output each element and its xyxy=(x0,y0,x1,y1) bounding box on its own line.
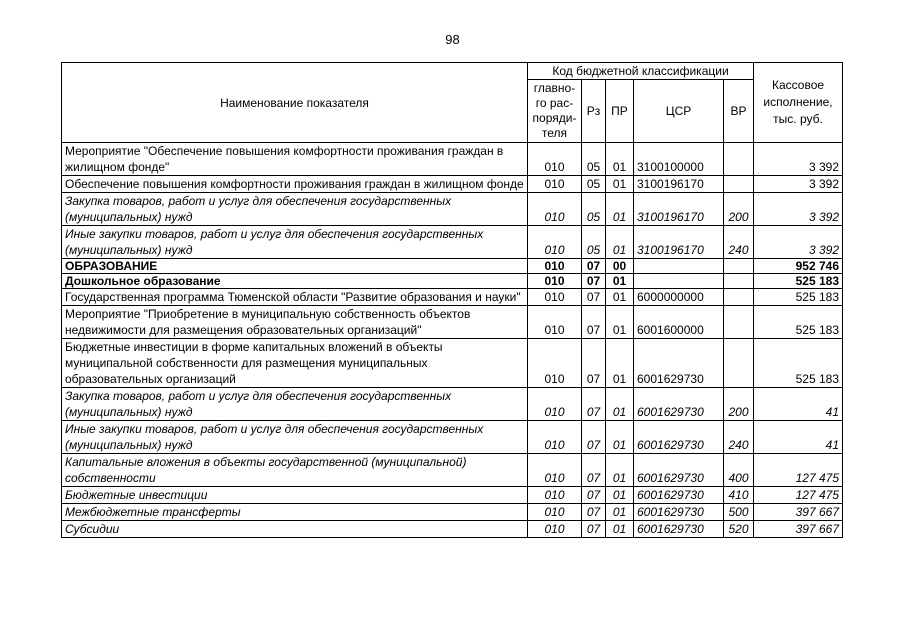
cell-vr xyxy=(724,289,754,306)
cell-name: Закупка товаров, работ и услуг для обеспечения государственных (муниципальных) нужд xyxy=(62,193,528,226)
cell-chief: 010 xyxy=(528,521,582,538)
cell-name: Иные закупки товаров, работ и услуг для обеспечения государственных (муниципальных) нужд xyxy=(62,226,528,259)
table-header xyxy=(62,63,843,143)
cell-vr xyxy=(724,259,754,274)
table-row xyxy=(62,226,843,259)
cell-chief: 010 xyxy=(528,388,582,421)
cell-amount: 952 746 xyxy=(754,259,843,274)
cell-name: Мероприятие "Приобретение в муниципальную собственность объектов недвижимости для размещения образовательных организаций" xyxy=(62,306,528,339)
cell-chief: 010 xyxy=(528,487,582,504)
cell-pr: 01 xyxy=(606,487,634,504)
cell-rz: 07 xyxy=(582,521,606,538)
cell-csr: 6001629730 xyxy=(634,388,724,421)
cell-rz: 07 xyxy=(582,421,606,454)
table-row xyxy=(62,289,843,306)
cell-chief: 010 xyxy=(528,454,582,487)
header-csr: ЦСР xyxy=(634,80,724,143)
cell-csr: 6001629730 xyxy=(634,521,724,538)
cell-csr: 3100100000 xyxy=(634,143,724,176)
cell-rz: 07 xyxy=(582,259,606,274)
cell-amount: 3 392 xyxy=(754,193,843,226)
cell-csr: 3100196170 xyxy=(634,193,724,226)
cell-csr: 3100196170 xyxy=(634,176,724,193)
table-row xyxy=(62,421,843,454)
cell-vr: 240 xyxy=(724,226,754,259)
table-row xyxy=(62,306,843,339)
cell-amount: 3 392 xyxy=(754,226,843,259)
cell-amount: 41 xyxy=(754,421,843,454)
cell-rz: 07 xyxy=(582,306,606,339)
table-row xyxy=(62,259,843,274)
cell-vr: 410 xyxy=(724,487,754,504)
cell-vr xyxy=(724,143,754,176)
table-row xyxy=(62,504,843,521)
cell-amount: 525 183 xyxy=(754,274,843,289)
cell-pr: 01 xyxy=(606,388,634,421)
header-rz: Рз xyxy=(582,80,606,143)
cell-rz: 05 xyxy=(582,193,606,226)
cell-csr: 6001600000 xyxy=(634,306,724,339)
cell-csr: 6001629730 xyxy=(634,421,724,454)
cell-chief: 010 xyxy=(528,226,582,259)
header-pr: ПР xyxy=(606,80,634,143)
cell-chief: 010 xyxy=(528,193,582,226)
cell-rz: 05 xyxy=(582,143,606,176)
cell-vr xyxy=(724,339,754,388)
cell-rz: 05 xyxy=(582,226,606,259)
cell-vr: 520 xyxy=(724,521,754,538)
header-name: Наименование показателя xyxy=(62,63,528,143)
cell-vr: 500 xyxy=(724,504,754,521)
cell-amount: 3 392 xyxy=(754,143,843,176)
table-row xyxy=(62,193,843,226)
cell-amount: 397 667 xyxy=(754,521,843,538)
cell-name: Закупка товаров, работ и услуг для обеспечения государственных (муниципальных) нужд xyxy=(62,388,528,421)
cell-pr: 01 xyxy=(606,274,634,289)
table-row xyxy=(62,487,843,504)
cell-pr: 01 xyxy=(606,421,634,454)
cell-vr xyxy=(724,306,754,339)
cell-rz: 07 xyxy=(582,289,606,306)
cell-csr: 6001629730 xyxy=(634,487,724,504)
cell-name: Мероприятие "Обеспечение повышения комфортности проживания граждан в жилищном фонде" xyxy=(62,143,528,176)
cell-amount: 127 475 xyxy=(754,487,843,504)
table-row xyxy=(62,339,843,388)
cell-vr xyxy=(724,176,754,193)
header-code-group: Код бюджетной классификации xyxy=(528,63,754,80)
cell-rz: 07 xyxy=(582,454,606,487)
table-row xyxy=(62,521,843,538)
cell-amount: 397 667 xyxy=(754,504,843,521)
table-row xyxy=(62,388,843,421)
table-row xyxy=(62,176,843,193)
cell-amount: 3 392 xyxy=(754,176,843,193)
cell-name: Бюджетные инвестиции xyxy=(62,487,528,504)
cell-csr: 3100196170 xyxy=(634,226,724,259)
cell-chief: 010 xyxy=(528,143,582,176)
cell-amount: 525 183 xyxy=(754,306,843,339)
cell-name: Бюджетные инвестиции в форме капитальных вложений в объекты муниципальной собственности для размещения муниципальных образовательных организаций xyxy=(62,339,528,388)
cell-vr: 400 xyxy=(724,454,754,487)
table-row xyxy=(62,454,843,487)
cell-name: Межбюджетные трансферты xyxy=(62,504,528,521)
cell-chief: 010 xyxy=(528,421,582,454)
cell-rz: 07 xyxy=(582,504,606,521)
cell-rz: 07 xyxy=(582,274,606,289)
cell-csr xyxy=(634,274,724,289)
cell-csr: 6001629730 xyxy=(634,504,724,521)
cell-name: ОБРАЗОВАНИЕ xyxy=(62,259,528,274)
cell-pr: 01 xyxy=(606,289,634,306)
cell-pr: 01 xyxy=(606,176,634,193)
cell-amount: 525 183 xyxy=(754,289,843,306)
cell-rz: 07 xyxy=(582,487,606,504)
cell-pr: 01 xyxy=(606,143,634,176)
table-body xyxy=(62,143,843,538)
cell-chief: 010 xyxy=(528,176,582,193)
cell-chief: 010 xyxy=(528,339,582,388)
cell-amount: 127 475 xyxy=(754,454,843,487)
cell-name: Дошкольное образование xyxy=(62,274,528,289)
cell-pr: 00 xyxy=(606,259,634,274)
cell-csr: 6001629730 xyxy=(634,339,724,388)
cell-pr: 01 xyxy=(606,504,634,521)
cell-chief: 010 xyxy=(528,306,582,339)
cell-rz: 05 xyxy=(582,176,606,193)
cell-chief: 010 xyxy=(528,274,582,289)
budget-table xyxy=(61,62,843,538)
cell-name: Субсидии xyxy=(62,521,528,538)
page-number: 98 xyxy=(445,32,460,47)
cell-amount: 41 xyxy=(754,388,843,421)
cell-chief: 010 xyxy=(528,259,582,274)
cell-chief: 010 xyxy=(528,289,582,306)
header-vr: ВР xyxy=(724,80,754,143)
cell-pr: 01 xyxy=(606,306,634,339)
cell-vr: 240 xyxy=(724,421,754,454)
cell-pr: 01 xyxy=(606,521,634,538)
cell-chief: 010 xyxy=(528,504,582,521)
cell-rz: 07 xyxy=(582,388,606,421)
cell-pr: 01 xyxy=(606,339,634,388)
table-row xyxy=(62,274,843,289)
cell-rz: 07 xyxy=(582,339,606,388)
header-chief: главно-го рас-поряди-теля xyxy=(528,80,582,143)
cell-pr: 01 xyxy=(606,454,634,487)
header-amount: Кассовое исполнение, тыс. руб. xyxy=(754,63,843,143)
cell-vr xyxy=(724,274,754,289)
cell-vr: 200 xyxy=(724,193,754,226)
cell-pr: 01 xyxy=(606,193,634,226)
cell-csr xyxy=(634,259,724,274)
cell-name: Обеспечение повышения комфортности проживания граждан в жилищном фонде xyxy=(62,176,528,193)
cell-csr: 6001629730 xyxy=(634,454,724,487)
cell-csr: 6000000000 xyxy=(634,289,724,306)
cell-name: Капитальные вложения в объекты государственной (муниципальной) собственности xyxy=(62,454,528,487)
table-row xyxy=(62,143,843,176)
cell-name: Государственная программа Тюменской области "Развитие образования и науки" xyxy=(62,289,528,306)
cell-amount: 525 183 xyxy=(754,339,843,388)
cell-vr: 200 xyxy=(724,388,754,421)
cell-name: Иные закупки товаров, работ и услуг для обеспечения государственных (муниципальных) нужд xyxy=(62,421,528,454)
cell-pr: 01 xyxy=(606,226,634,259)
